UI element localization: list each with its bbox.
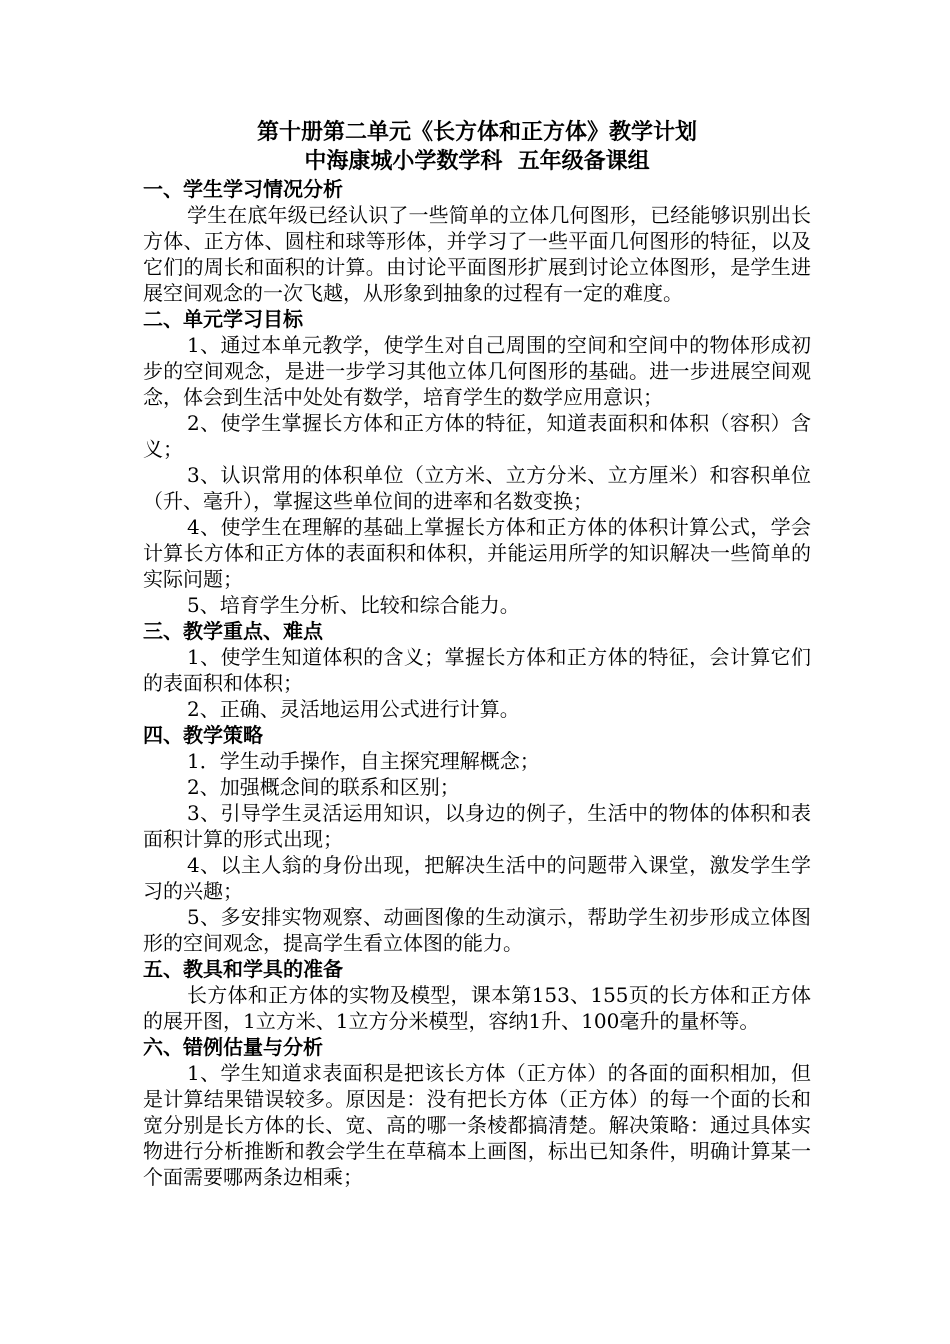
section-3: [143, 618, 811, 722]
section-heading: 四、教学策略: [143, 723, 263, 747]
paragraph: 1．学生动手操作，自主探究理解概念；: [187, 749, 540, 773]
section-heading: 二、单元学习目标: [143, 307, 303, 331]
paragraph: 2、正确、灵活地运用公式进行计算。: [187, 697, 520, 721]
paragraph: 1、学生知道求表面积是把该长方体（正方体）的各面的面积相加，但是计算结果错误较多。原因是：没有把长方体（正方体）的每一个面的长和宽分别是长方体的长、宽、高的哪一条棱都搞清楚。解决策略：通过具体实物进行分析推断和教会学生在草稿本上画图，标出已知条件，明确计算某一个面需要哪两条边相乘；: [143, 1061, 811, 1189]
paragraph: 长方体和正方体的实物及模型，课本第153、155页的长方体和正方体的展开图，1立方米、1立方分米模型，容纳1升、100毫升的量杯等。: [143, 983, 811, 1033]
paragraph: 5、多安排实物观察、动画图像的生动演示，帮助学生初步形成立体图形的空间观念，提高学生看立体图的能力。: [143, 905, 811, 955]
section-1: [143, 176, 811, 306]
paragraph: 2、加强概念间的联系和区别；: [187, 775, 460, 799]
section-6: [143, 1034, 811, 1190]
paragraph: 3、引导学生灵活运用知识，以身边的例子，生活中的物体的体积和表面积计算的形式出现；: [143, 801, 811, 851]
section-heading: 三、教学重点、难点: [143, 619, 323, 643]
section-heading: 五、教具和学具的准备: [143, 957, 343, 981]
paragraph: 1、使学生知道体积的含义；掌握长方体和正方体的特征，会计算它们的表面积和体积；: [143, 645, 811, 695]
paragraph: 5、培育学生分析、比较和综合能力。: [187, 593, 520, 617]
section-2: [143, 306, 811, 618]
document-subtitle: 中海康城小学数学科 五年级备课组: [304, 149, 650, 174]
section-5: [143, 956, 811, 1034]
paragraph: 2、使学生掌握长方体和正方体的特征，知道表面积和体积（容积）含义；: [143, 411, 811, 461]
section-4: [143, 722, 811, 956]
document-title: 第十册第二单元《长方体和正方体》教学计划: [256, 120, 697, 145]
section-heading: 一、学生学习情况分析: [143, 177, 343, 201]
paragraph: 3、认识常用的体积单位（立方米、立方分米、立方厘米）和容积单位（升、毫升），掌握这些单位间的进率和名数变换；: [143, 463, 811, 513]
paragraph: 学生在底年级已经认识了一些简单的立体几何图形，已经能够识别出长方体、正方体、圆柱和球等形体，并学习了一些平面几何图形的特征，以及它们的周长和面积的计算。由讨论平面图形扩展到讨论立体图形，是学生进展空间观念的一次飞越，从形象到抽象的过程有一定的难度。: [143, 203, 811, 305]
paragraph: 1、通过本单元教学，使学生对自己周围的空间和空间中的物体形成初步的空间观念，是进一步学习其他立体几何图形的基础。进一步进展空间观念，体会到生活中处处有数学，培育学生的数学应用意识；: [143, 333, 811, 409]
document-page: [143, 118, 811, 1190]
section-heading: 六、错例估量与分析: [143, 1035, 323, 1059]
paragraph: 4、使学生在理解的基础上掌握长方体和正方体的体积计算公式，学会计算长方体和正方体的表面积和体积，并能运用所学的知识解决一些简单的实际问题；: [143, 515, 811, 591]
paragraph: 4、以主人翁的身份出现，把解决生活中的问题带入课堂，激发学生学习的兴趣；: [143, 853, 811, 903]
